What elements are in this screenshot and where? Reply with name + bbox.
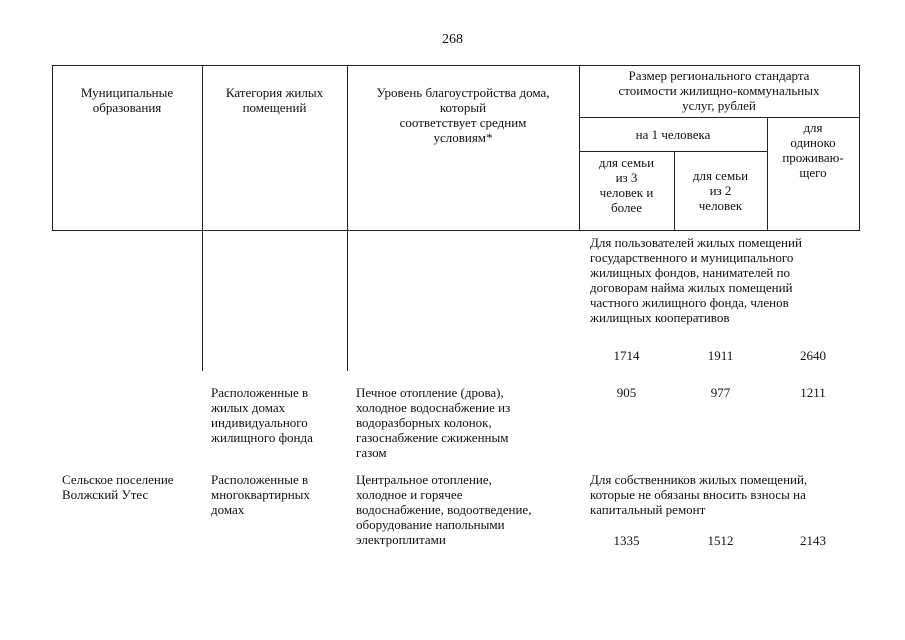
row3-value-single: 2143 <box>800 533 826 548</box>
row3-value-family2: 1512 <box>707 533 734 548</box>
header-bottom-border <box>52 230 859 231</box>
header-family3: для семьи из 3 человек и более <box>598 155 655 215</box>
row2-category: Расположенные в жилых домах индивидуального жилищного фонда <box>211 385 313 445</box>
header-border-right <box>859 65 860 231</box>
header-municipality: Муниципальные образования <box>80 85 174 115</box>
body-divider-2 <box>347 231 348 371</box>
row3-category: Расположенные в многоквартирных домах <box>211 472 310 517</box>
row2-value-family2: 977 <box>710 385 731 400</box>
note-tenants: Для пользователей жилых помещений государственного и муниципального жилищных фондов, нанимателей по договорам найма жилых помещений частного жилищного фонда, членов жилищных кооперативов <box>590 235 802 325</box>
header-category: Категория жилых помещений <box>225 85 324 115</box>
row2-level: Печное отопление (дрова), холодное водоснабжение из водоразборных колонок, газоснабжение сжиженным газом <box>356 385 511 460</box>
row2-value-single: 1211 <box>800 385 826 400</box>
header-single: для одиноко проживаю- щего <box>782 120 844 180</box>
header-rule-per-person <box>579 151 767 152</box>
header-family2: для семьи из 2 человек <box>692 168 749 213</box>
row1-value-single: 2640 <box>800 348 826 363</box>
row3-municipality: Сельское поселение Волжский Утес <box>62 472 174 502</box>
header-standard: Размер регионального стандарта стоимости жилищно-коммунальных услуг, рублей <box>618 68 820 113</box>
row3-level: Центральное отопление, холодное и горячее водоснабжение, водоотведение, оборудование напольными электроплитами <box>356 472 532 547</box>
row1-value-family3: 1714 <box>613 348 640 363</box>
header-top-border <box>52 65 859 66</box>
header-per-person: на 1 человека <box>635 127 711 142</box>
row1-value-family2: 1911 <box>707 348 734 363</box>
header-rule-standard <box>579 117 859 118</box>
body-divider-1 <box>202 231 203 371</box>
header-level: Уровень благоустройства дома, который соответствует средним условиям* <box>376 85 550 145</box>
note-owners: Для собственников жилых помещений, которые не обязаны вносить взносы на капитальный ремонт <box>590 472 808 517</box>
row2-value-family3: 905 <box>616 385 637 400</box>
page-number: 268 <box>442 32 463 47</box>
row3-value-family3: 1335 <box>613 533 640 548</box>
